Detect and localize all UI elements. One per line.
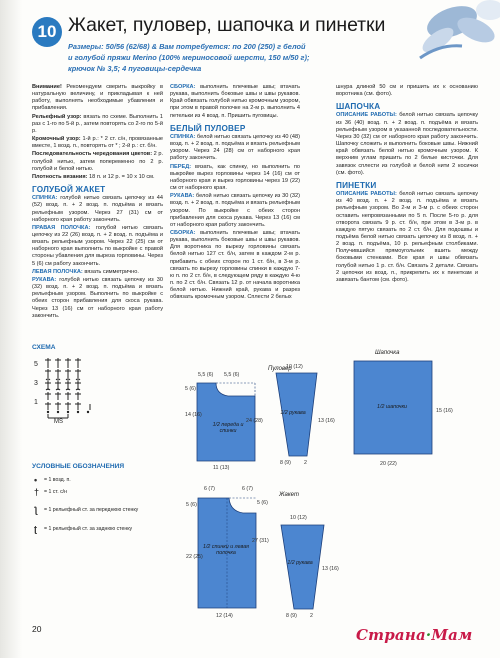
dim-label: 22 (25) [186,554,203,560]
dim-label: 5 (6) [185,386,196,392]
pullover-diagram-title: Пуловер [268,366,292,372]
pullover-sleeve-label: 1/2 рукава [280,410,306,416]
pullover-back-text: белой нитью связать цепочку из 40 (48) возд. п. + 2 возд. п. подъёма и вязать рельефным узором. Через 24 (28) см от наборного края работу закончить. [170,133,300,162]
dim-label: 14 (16) [185,412,202,418]
front-post-stitch-icon: ƪ [34,505,38,515]
instructions-column-2 [170,84,300,303]
instructions-column-1 [32,84,163,321]
booties-section-title: ПИНЕТКИ [336,180,377,190]
dim-label: 13 (16) [322,566,339,572]
legend-text: = 1 рельефный ст. за заднюю стенку [44,526,133,532]
legend-text: = 1 рельефный ст. за переднюю стенку [44,507,139,513]
relief-pattern-label: Рельефный узор: [32,113,82,120]
jacket-sleeves-text: голубой нитью связать цепочку из 30 (32) возд. п. + 2 возд. п. подъёма и вязать рельефным узором. Выполнить по выкройке с обеих сторон прибавления для скоса рукава. Через 13 (16) см от наборного края работу закончить. [32,276,163,319]
dim-label: 8 (9) [286,613,297,619]
back-post-stitch-icon: ʈ [34,524,37,534]
hat-section-title: ШАПОЧКА [336,102,381,112]
jacket-section-title: ГОЛУБОЙ ЖАКЕТ [32,185,106,195]
pullover-front-back-label: 1/2 переда и спинки [212,422,244,434]
chain-stitch-icon: • [34,475,38,485]
page-number: 20 [32,624,42,634]
booties-description-text: белой нитью связать цепочку из 40 возд. п. + 2 возд. п. подъёма и вязать рельефным узором. Во 2-м и 3-м р. с обеих сторон оставить непровязанными по 5 п. После 5-го р. для отворота связать 9 р. ст. б/н, при этом в 3-м р. в каждую пятую связать по 2 ст. б/н. Для подошвы и подъёма белой нитью связать цепочку из 8 возд. п. + 2 возд. п. подъёма, 10 р. рельефным столбиками. Получившийся прямоугольник вшить между боковыми стенками. Все края и швы обвязать голубой нитью 1 р. ст. б/н. Связать 2 детали. Связать 2 цепочки из возд. п., прикрепить их к пинеткам и завязать бантом (см. фото). [336,191,478,283]
jacket-left-front-text: вязать симметрично. [82,268,139,275]
attention-label: Внимание! [32,84,62,90]
dim-label: 27 (31) [252,538,269,544]
density-text: 18 п. и 12 р. = 10 х 10 см. [87,173,155,180]
attention-text: Рекомендуем сверить выкройку в натуральную величину, и прикладывая к ней работу, выполнять необходимые убавления и прибавления. [32,84,163,112]
hat-label: 1/2 шапочки [377,404,407,410]
legend-text: = 1 ст. с/н [44,489,67,495]
dim-label: 11 (13) [213,465,230,471]
jacket-diagram-title: Жакет [279,492,299,498]
stitch-chart [32,352,132,424]
materials-text: & Вам потребуется: по 200 (250) г белой [151,42,306,51]
booties-description-label: ОПИСАНИЕ РАБОТЫ: [336,191,397,198]
color-sequence-label: Последовательность чередования цветов: [32,151,153,158]
jacket-assembly-label: СБОРКА: [170,84,196,90]
dim-label: 20 (22) [380,461,397,467]
cord-text: шнура длиной 50 см и пришить их к основанию воротника (см. фото). [336,84,478,98]
dim-label: 10 (12) [290,515,307,521]
chart-repeat-marker: MS [54,419,63,424]
dim-label: 5,5 (6) [224,372,240,378]
legend-item-dc [34,487,67,497]
jacket-right-front-text: голубой нитью связать цепочку из 22 (26) возд. п. + 2 возд. п. подъёма и вязать рельефным узором. Через 22 (25) см от наборного края выполнить по выкройке с правой стороны убавления для выреза горловины. Через 5 (6) см работу закончить. [32,224,163,267]
schema-title: СХЕМА [32,344,56,351]
page-title: Жакет, пуловер, шапочка и пинетки [68,14,386,36]
double-crochet-icon: † [34,487,40,497]
legend-text: = 1 возд. п. [44,477,71,483]
yarn-text: и голубой пряжи Merino (100% мериносовой шерсти, 150 м/50 г); [68,52,310,62]
pullover-assembly-label: СБОРКА: [170,229,196,236]
dim-label: 5 (6) [257,500,268,506]
dim-label: 6 (7) [242,486,253,492]
relief-pattern-text: вязать по схеме. Выполнить 1 раз с 1-го по 5-й р., затем повторять со 2-го по 5-й р. [32,113,163,134]
edge-pattern-text: 1-й р.: * 2 ст. с/н, провязанные вместе, 1 возд. п., повторять от * ; 2-й р.: ст. б/н. [32,136,163,150]
dim-label: 2 [310,613,313,619]
dim-label: 6 (7) [204,486,215,492]
jacket-sleeve-label: 1/2 рукава [287,560,313,566]
pullover-back-label: СПИНКА: [170,133,196,140]
jacket-back-text: голубой нитью связать цепочку из 44 (52) возд. п. + 2 возд. п. подъёма и вязать рельефным узором. Через 27 (31) см от наборного края работу закончить. [32,195,163,223]
pullover-sleeves-label: РУКАВА: [170,193,195,200]
chart-row-5: 5 [34,361,38,368]
pullover-assembly-text: выполнить плечевые швы; втачать рукава, выполнить боковые швы и швы рукавов. Для воротника по вырезу горловины связать белой нитью 127 ст. б/н, затем в каждом 2-м р. прибавить с обеих сторон по 1 ст. б/н, в 3-м р. связать по вырезу горловины спинки в каждую 7-ю п. по 2 ст. б/н, в следующем ряду в каждую 4-ю п. по 2 ст. б/н. Связать 12 р. от начала воротника белой нитью. Нижний край, рукава и разрез обвязать кромочным узором. Сплести 2 белых [170,229,300,301]
legend-item-front-post [34,505,138,515]
hat-diagram-title: Шапочка [375,350,400,356]
pullover-section-title: БЕЛЫЙ ПУЛОВЕР [170,123,246,133]
hook-text: крючок № 3,5; 4 пуговицы-сердечка [68,63,202,73]
watermark-part-2: Мам [431,626,473,644]
page-edge-shadow [0,0,22,658]
watermark-dot: · [425,626,432,644]
jacket-assembly-text: выполнить плечевые швы; втачать рукава, выполнить боковые швы и швы рукавов. Край обвязать голубой нитью кромочным узором, при этом в правой полочке на 2-м р. выполнить 4 петельки из 4 возд. п. Пришить пуговицы. [170,84,300,119]
jacket-front-back-label: 1/2 спинки и левая полочка [203,544,249,556]
dim-label: 15 (16) [436,408,453,414]
jacket-left-front-label: ЛЕВАЯ ПОЛОЧКА: [32,268,83,275]
legend-item-back-post [34,524,132,534]
chart-row-3: 3 [34,380,38,387]
pullover-front-text: вязать, как спинку, но выполнить по выкройке вырез горловины через 14 (16) см от наборного края и вырез горловины через 19 (22) см от наборного края. [170,163,300,192]
hat-description-label: ОПИСАНИЕ РАБОТЫ: [336,112,397,119]
watermark-part-1: Страна [356,626,426,644]
edge-pattern-label: Кромочный узор: [32,136,81,143]
dim-label: 5,5 (6) [198,372,214,378]
pullover-sleeves-text: белой нитью связать цепочку из 30 (32) возд. п. + 2 возд. п. подъёма и вязать рельефным узором. По выкройке с обеих сторон прибавления для скоса рукава. Через 13 (16) см от наборного края работу закончить. [170,193,300,228]
legend-item-chain [34,475,71,485]
dim-label: 13 (16) [318,418,335,424]
dim-label: 12 (14) [216,613,233,619]
jacket-back-label: СПИНКА: [32,195,58,202]
dim-label: 24 (28) [246,418,263,424]
dim-label: 2 [304,460,307,466]
density-label: Плотность вязания: [32,173,88,180]
pattern-number-badge: 10 [32,17,62,47]
pullover-front-label: ПЕРЕД: [170,163,192,170]
sizes-text: Размеры: 50/56 (62/68) [68,42,150,51]
materials-subtitle [68,42,368,74]
color-sequence-text: 2 р. голубой нитью, затем попеременно по 2 р. голубой и белой нитью. [32,151,163,172]
instructions-column-3 [336,84,478,285]
legend-title: УСЛОВНЫЕ ОБОЗНАЧЕНИЯ [32,463,125,470]
dim-label: 5 (6) [186,502,197,508]
jacket-right-front-label: ПРАВАЯ ПОЛОЧКА: [32,224,91,231]
chart-row-1: 1 [34,399,38,406]
hat-description-text: белой нитью связать цепочку из 36 (40) возд. п. + 2 возд. п. подъёма и вязать рельефным узором в указанной последовательности. Через 30 (32) см от наборного края работу закончить. Шапочку сложить и выполнить боковые швы. Нижний край обвязать белой нитью кромочным узором. К верхним углам пришить по 2 белые кисточки. Для завязок сплести из голубой и белой нити 2 косички (см. фото). [336,112,478,176]
site-watermark [356,626,473,644]
dim-label: 10 (12) [286,364,303,370]
dim-label: 8 (9) [280,460,291,466]
jacket-sleeves-label: РУКАВА: [32,276,57,283]
flower-decoration-image [380,0,500,62]
